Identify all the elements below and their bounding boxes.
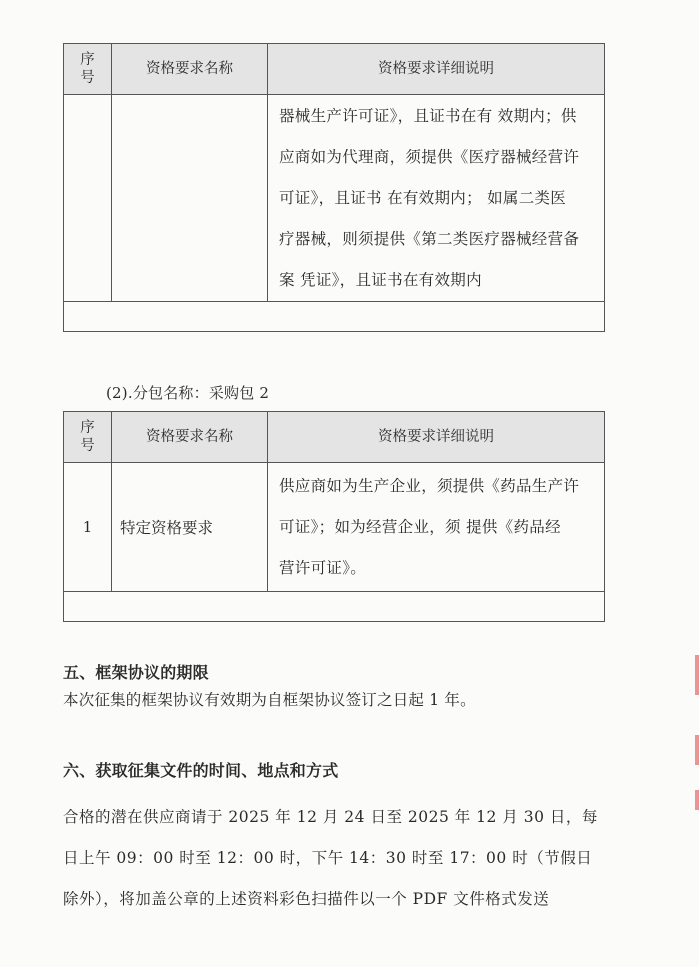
cell-name <box>112 95 268 302</box>
table-row <box>64 463 605 592</box>
header-name: 资格要求名称 <box>112 412 268 463</box>
table-empty-row <box>64 302 605 332</box>
cell-detail <box>268 95 605 302</box>
detail-line: 供应商如为生产企业，须提供《药品生产许 <box>279 476 580 495</box>
cell-no <box>64 95 112 302</box>
text-line: 合格的潜在供应商请于 2025 年 12 月 24 日至 2025 年 12 月 30 日，每 <box>63 808 598 826</box>
detail-line: 营许可证》。 <box>279 558 367 577</box>
stamp-edge-mark <box>695 655 699 695</box>
header-no: 序号 <box>64 412 112 463</box>
header-name: 资格要求名称 <box>112 44 268 95</box>
table-row <box>64 95 605 302</box>
text-line: 日上午 09：00 时至 12：00 时，下午 14：30 时至 17：00 时（节假日 <box>63 849 593 867</box>
section-5-heading: 五、框架协议的期限 <box>63 663 209 682</box>
detail-line: 可证》；如为经营企业，须 提供《药品经 <box>279 517 561 536</box>
section-6-text <box>63 797 604 920</box>
header-no: 序号 <box>64 44 112 95</box>
qualification-table-1 <box>63 43 605 332</box>
table-empty-row <box>64 592 605 622</box>
qualification-table-2 <box>63 411 605 622</box>
cell-detail <box>268 463 605 592</box>
detail-line: 应商如为代理商，须提供《医疗器械经营许 <box>279 147 580 166</box>
header-detail: 资格要求详细说明 <box>268 44 605 95</box>
stamp-edge-mark <box>695 790 699 810</box>
table-header-row <box>64 44 605 95</box>
table-header-row <box>64 412 605 463</box>
text-line: 除外），将加盖公章的上述资料彩色扫描件以一个 PDF 文件格式发送 <box>63 890 550 908</box>
stamp-edge-mark <box>695 735 699 765</box>
cell-no: 1 <box>64 463 112 592</box>
cell-name: 特定资格要求 <box>112 463 268 592</box>
package-label: (2).分包名称：采购包 2 <box>106 384 270 402</box>
section-5-text: 本次征集的框架协议有效期为自框架协议签订之日起 1 年。 <box>63 691 476 709</box>
header-detail: 资格要求详细说明 <box>268 412 605 463</box>
detail-line: 疗器械，则须提供《第二类医疗器械经营备 <box>279 229 580 248</box>
detail-line: 案 凭证》，且证书在有效期内 <box>279 270 482 289</box>
section-6-heading: 六、获取征集文件的时间、地点和方式 <box>63 761 339 780</box>
detail-line: 可证》，且证书 在有效期内； 如属二类医 <box>279 188 567 207</box>
detail-line: 器械生产许可证》，且证书在有 效期内；供 <box>279 106 577 125</box>
